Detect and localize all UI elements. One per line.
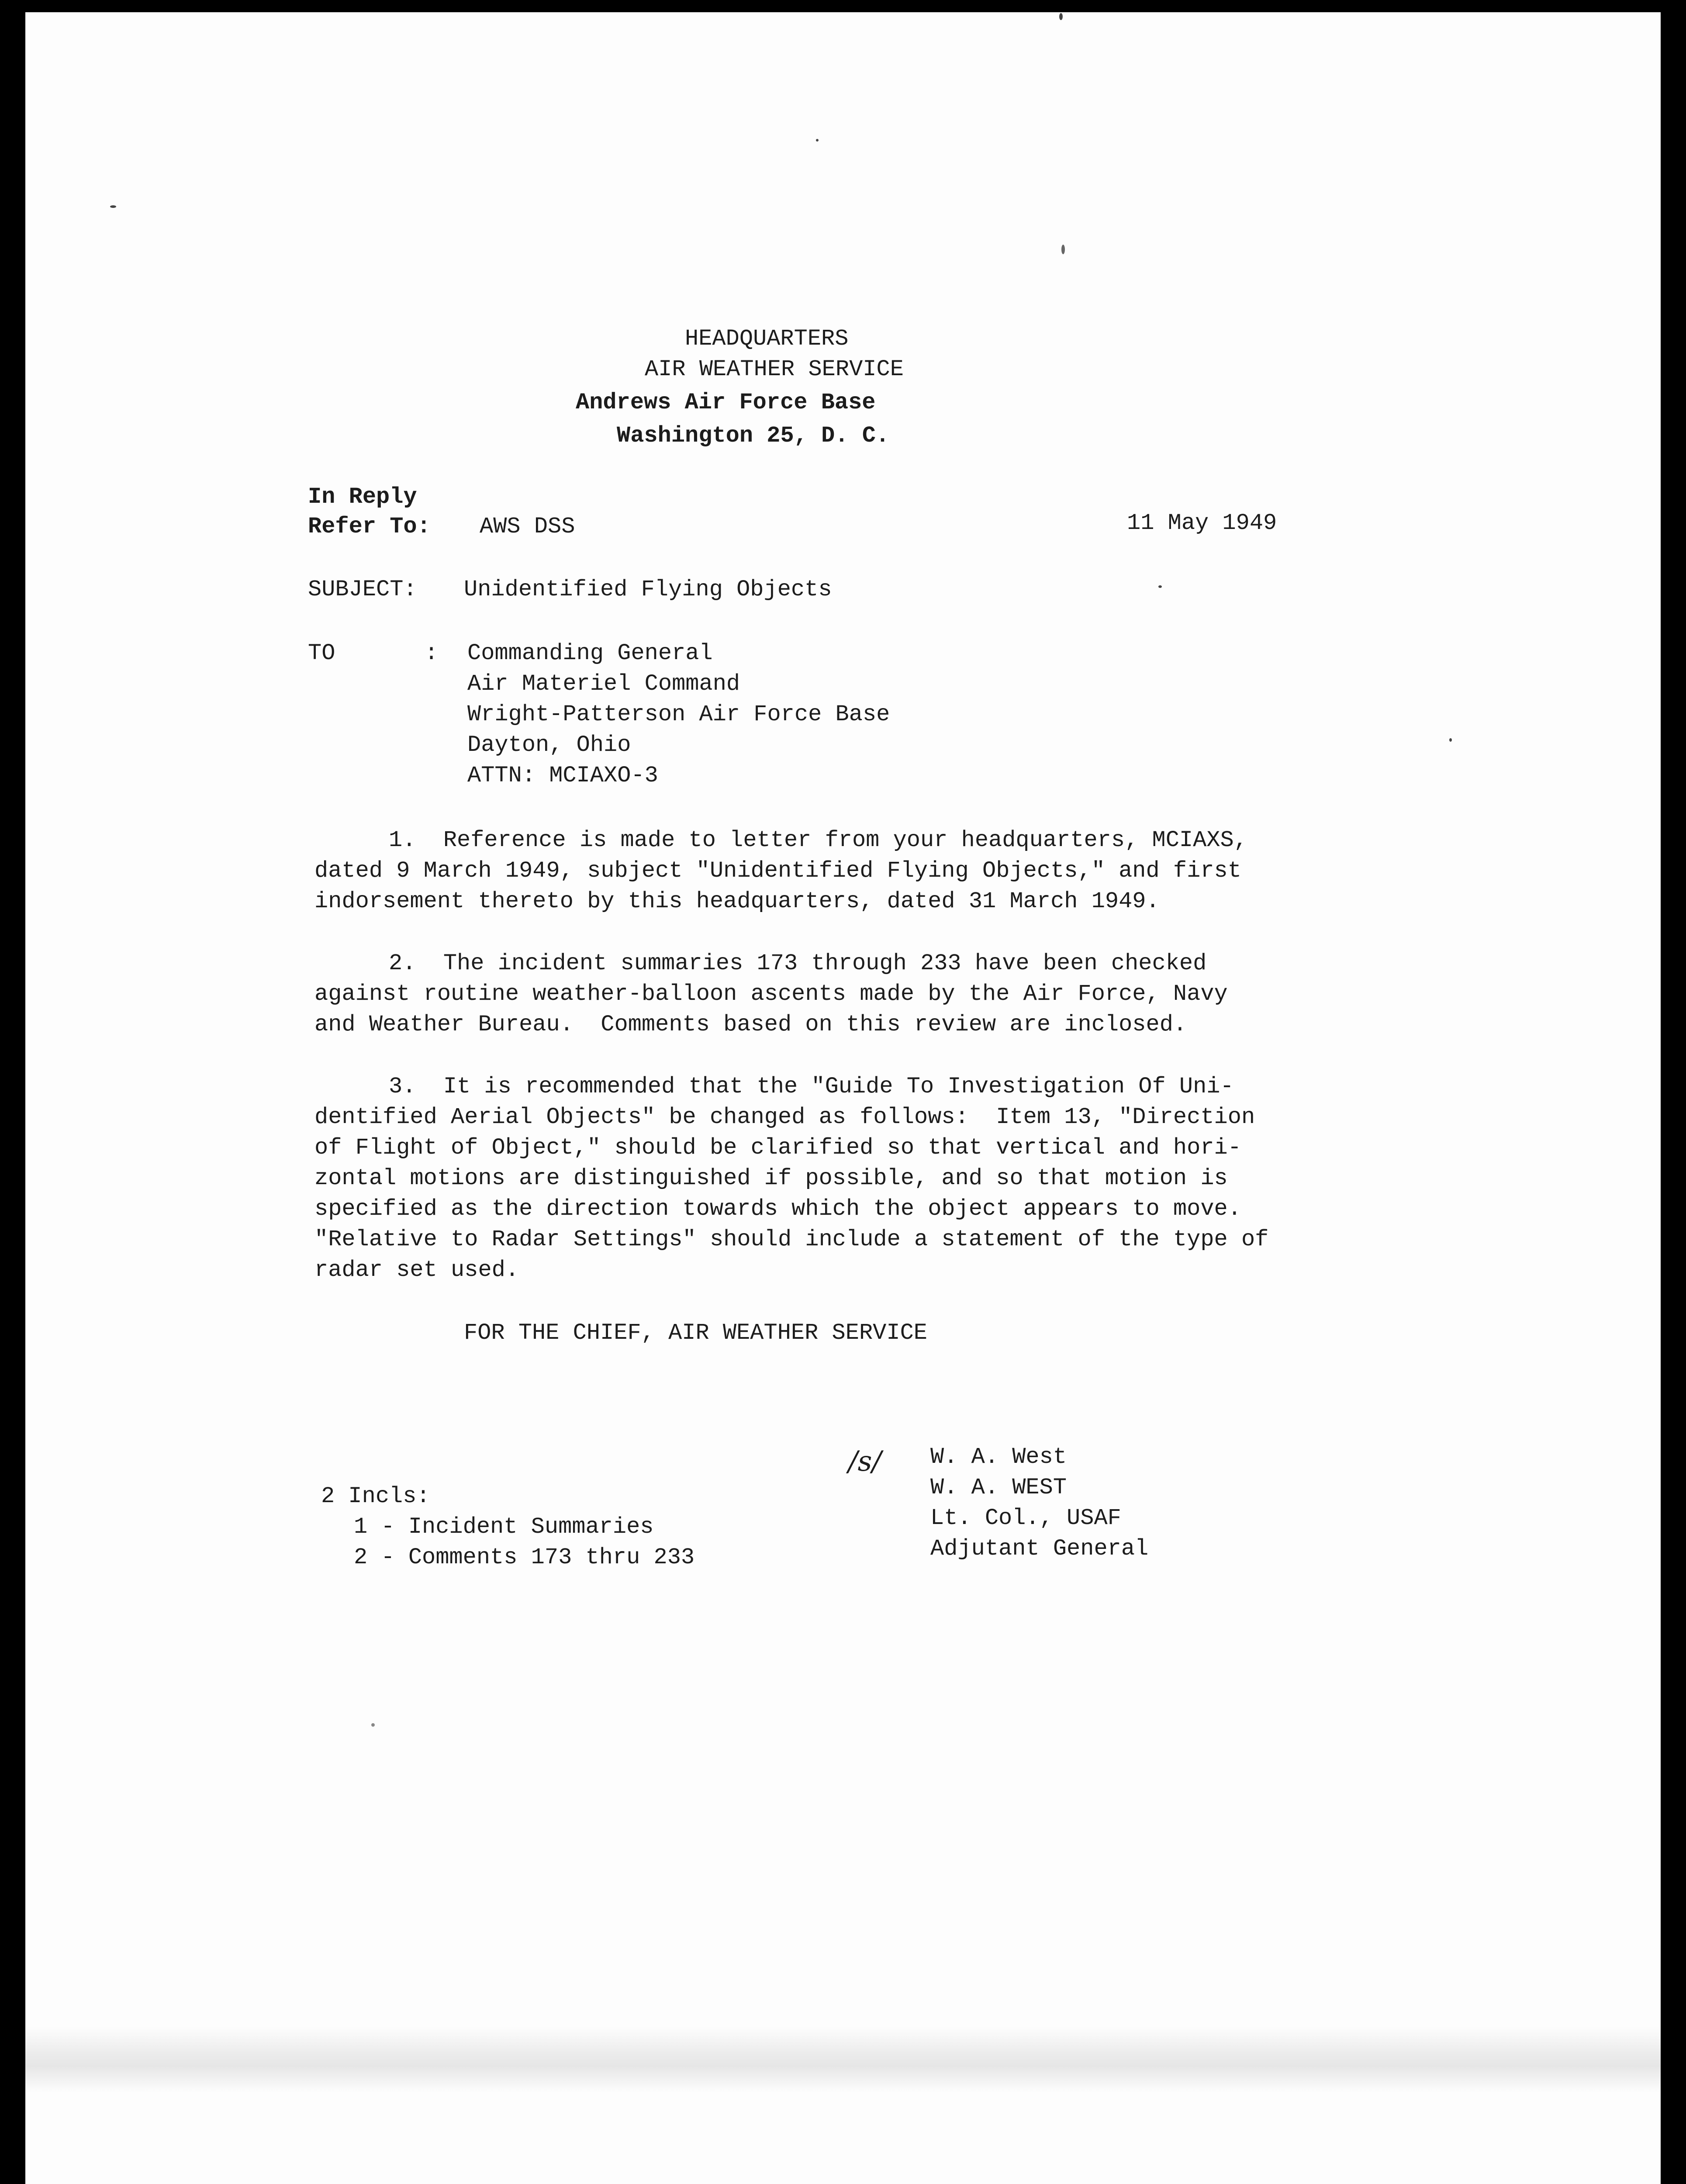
paragraph-2-line: against routine weather-balloon ascents made by the Air Force, Navy xyxy=(314,981,1228,1007)
subject-label: SUBJECT: xyxy=(308,577,417,602)
speck xyxy=(1449,738,1452,742)
subject-value: Unidentified Flying Objects xyxy=(464,577,832,602)
inclosures-heading: 2 Incls: xyxy=(321,1483,430,1509)
signature-line: Adjutant General xyxy=(930,1536,1149,1562)
speck xyxy=(1061,245,1065,254)
to-colon: : xyxy=(425,640,439,666)
signature-line: W. A. West xyxy=(930,1444,1067,1470)
inclosure-item: 1 - Incident Summaries xyxy=(354,1514,654,1540)
paragraph-3-line: of Flight of Object," should be clarified so that vertical and hori- xyxy=(314,1135,1241,1161)
letterhead-city: Washington 25, D. C. xyxy=(617,423,890,449)
speck xyxy=(371,1723,375,1727)
paragraph-3-line: "Relative to Radar Settings" should include a statement of the type of xyxy=(314,1227,1269,1252)
addressee-line: Commanding General xyxy=(467,640,713,666)
speck xyxy=(816,139,819,142)
letterhead-service: AIR WEATHER SERVICE xyxy=(645,356,904,382)
paragraph-1-line: indorsement thereto by this headquarters, dated 31 March 1949. xyxy=(314,888,1160,914)
paragraph-3-line: zontal motions are distinguished if possible, and so that motion is xyxy=(314,1165,1228,1191)
signature-mark: /s/ xyxy=(848,1445,881,1478)
addressee-line: Wright-Patterson Air Force Base xyxy=(467,702,890,727)
addressee-line: ATTN: MCIAXO-3 xyxy=(467,763,658,788)
paragraph-1-line: dated 9 March 1949, subject "Unidentified Flying Objects," and first xyxy=(314,858,1241,884)
inclosure-item: 2 - Comments 173 thru 233 xyxy=(354,1545,695,1570)
speck xyxy=(1059,13,1063,20)
speck xyxy=(1158,585,1162,588)
refer-to-value: AWS DSS xyxy=(480,514,575,539)
signature-line: W. A. WEST xyxy=(930,1475,1067,1500)
signature-line: Lt. Col., USAF xyxy=(930,1505,1121,1531)
paragraph-2-line: and Weather Bureau. Comments based on this review are inclosed. xyxy=(314,1012,1187,1037)
letterhead-headquarters: HEADQUARTERS xyxy=(685,326,849,352)
in-reply-label: In Reply xyxy=(308,484,417,510)
paragraph-1-line: 1. Reference is made to letter from your headquarters, MCIAXS, xyxy=(389,827,1247,853)
paragraph-3-line: radar set used. xyxy=(314,1257,519,1283)
to-label: TO xyxy=(308,640,335,666)
letter-date: 11 May 1949 xyxy=(1127,510,1277,536)
addressee-line: Dayton, Ohio xyxy=(467,732,631,758)
paragraph-3-line: 3. It is recommended that the "Guide To Investigation Of Uni- xyxy=(389,1074,1234,1099)
addressee-line: Air Materiel Command xyxy=(467,671,740,697)
for-the-chief: FOR THE CHIEF, AIR WEATHER SERVICE xyxy=(464,1320,927,1346)
paragraph-2-line: 2. The incident summaries 173 through 233 have been checked xyxy=(389,950,1207,976)
refer-to-label: Refer To: xyxy=(308,514,431,539)
paragraph-3-line: dentified Aerial Objects" be changed as follows: Item 13, "Direction xyxy=(314,1104,1255,1130)
speck xyxy=(110,205,116,208)
paragraph-3-line: specified as the direction towards which the object appears to move. xyxy=(314,1196,1241,1222)
letterhead-base: Andrews Air Force Base xyxy=(576,390,876,415)
